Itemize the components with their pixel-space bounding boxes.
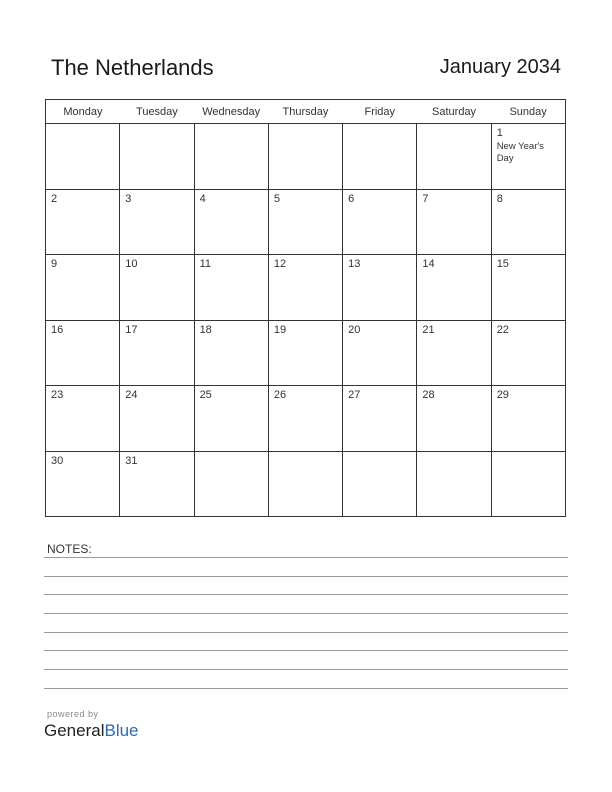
day-number: 24	[125, 389, 138, 401]
holiday-label	[120, 270, 193, 272]
holiday-label	[492, 205, 565, 207]
day-cell[interactable]	[491, 451, 565, 517]
day-cell[interactable]	[343, 320, 417, 386]
note-line	[44, 669, 568, 670]
day-number: 13	[348, 258, 361, 270]
holiday-label	[120, 467, 193, 469]
day-cell[interactable]	[417, 189, 491, 255]
holiday-label	[343, 270, 416, 272]
day-cell[interactable]	[46, 451, 120, 517]
day-number: 19	[273, 323, 287, 336]
holiday-label	[195, 455, 268, 457]
day-cell[interactable]	[268, 386, 342, 452]
country-title: The Netherlands	[51, 55, 214, 80]
day-cell[interactable]	[417, 124, 491, 190]
day-cell[interactable]	[120, 124, 194, 190]
day-cell[interactable]	[120, 255, 194, 321]
weekday-header: Saturday	[417, 100, 491, 124]
weekday-header-row	[46, 100, 566, 124]
day-cell[interactable]	[268, 451, 342, 517]
holiday-label	[269, 401, 342, 403]
holiday-label	[46, 127, 119, 129]
day-cell[interactable]	[491, 189, 565, 255]
holiday-label	[417, 205, 490, 207]
holiday-label	[195, 401, 268, 403]
holiday-label	[492, 336, 565, 338]
holiday-label	[417, 270, 490, 272]
note-line	[44, 576, 568, 577]
holiday-label	[46, 336, 119, 338]
day-number: 11	[199, 258, 211, 270]
day-cell[interactable]	[120, 320, 194, 386]
day-cell[interactable]	[268, 320, 342, 386]
weekday-header: Sunday	[491, 100, 565, 124]
holiday-label	[269, 205, 342, 207]
day-number: 23	[51, 389, 64, 401]
day-number: 18	[199, 323, 212, 336]
day-cell[interactable]	[343, 124, 417, 190]
day-number: 12	[273, 258, 287, 270]
day-cell[interactable]	[46, 255, 120, 321]
day-cell[interactable]	[194, 189, 268, 255]
weekday-header: Tuesday	[120, 100, 194, 124]
note-line	[44, 650, 568, 651]
notes-label: NOTES:	[47, 542, 92, 556]
day-cell[interactable]	[268, 189, 342, 255]
holiday-label	[120, 336, 193, 338]
holiday-label	[195, 127, 268, 129]
day-number: 9	[51, 258, 58, 270]
day-cell[interactable]	[417, 386, 491, 452]
holiday-label	[195, 270, 268, 272]
day-cell[interactable]	[46, 189, 120, 255]
holiday-label: New Year's Day	[496, 141, 544, 164]
day-cell[interactable]	[417, 320, 491, 386]
holiday-label	[417, 455, 490, 457]
day-cell[interactable]	[268, 255, 342, 321]
holiday-label	[343, 455, 416, 457]
day-number: 5	[273, 192, 280, 205]
day-number: 8	[496, 192, 503, 205]
day-cell[interactable]	[491, 255, 565, 321]
day-number: 1	[496, 127, 503, 139]
week-row	[46, 386, 566, 452]
day-number: 4	[199, 192, 206, 205]
day-cell[interactable]	[343, 189, 417, 255]
day-cell[interactable]	[343, 451, 417, 517]
day-cell[interactable]	[343, 386, 417, 452]
holiday-label	[120, 205, 193, 207]
note-line	[44, 632, 568, 633]
holiday-label	[417, 127, 490, 129]
day-number: 14	[422, 258, 435, 270]
day-cell[interactable]	[194, 386, 268, 452]
holiday-label	[343, 205, 416, 207]
holiday-label	[269, 455, 342, 457]
holiday-label	[492, 401, 565, 403]
holiday-label	[46, 270, 119, 272]
day-cell[interactable]	[491, 124, 565, 190]
day-number: 21	[422, 323, 435, 336]
note-line	[44, 688, 568, 689]
week-row	[46, 189, 566, 255]
weekday-header: Friday	[343, 100, 417, 124]
day-number: 17	[125, 323, 138, 336]
note-line	[44, 594, 568, 595]
day-number: 31	[125, 454, 138, 467]
week-row	[46, 124, 566, 190]
holiday-label	[46, 401, 119, 403]
brand-part-general: General	[44, 721, 105, 740]
day-cell[interactable]	[491, 386, 565, 452]
powered-by-text: powered by	[47, 709, 99, 719]
day-number: 27	[348, 389, 361, 401]
day-cell[interactable]	[46, 386, 120, 452]
day-number: 6	[348, 192, 355, 205]
day-cell[interactable]	[120, 386, 194, 452]
weekday-header: Wednesday	[194, 100, 268, 124]
day-cell[interactable]	[268, 124, 342, 190]
holiday-label	[343, 401, 416, 403]
holiday-label	[343, 127, 416, 129]
holiday-label	[120, 127, 193, 129]
weekday-header: Monday	[46, 100, 120, 124]
holiday-label	[492, 455, 565, 457]
day-number: 29	[496, 389, 509, 401]
week-row	[46, 255, 566, 321]
day-cell[interactable]	[194, 320, 268, 386]
brand-part-blue: Blue	[104, 721, 139, 740]
day-number: 22	[496, 323, 509, 336]
holiday-label	[269, 127, 342, 129]
calendar-grid	[45, 99, 566, 517]
month-year-title: January 2034	[439, 56, 561, 78]
day-cell[interactable]	[417, 255, 491, 321]
holiday-label	[120, 401, 193, 403]
day-number: 28	[422, 389, 435, 401]
holiday-label	[269, 336, 342, 338]
note-line	[44, 557, 568, 558]
day-number: 26	[273, 389, 287, 401]
day-number: 15	[496, 258, 509, 270]
week-row	[46, 451, 566, 517]
day-number: 30	[51, 454, 64, 467]
day-cell[interactable]	[120, 451, 194, 517]
day-cell[interactable]	[491, 320, 565, 386]
holiday-label	[343, 336, 416, 338]
holiday-label	[417, 336, 490, 338]
holiday-label	[46, 467, 119, 469]
day-number: 25	[199, 389, 212, 401]
day-number: 3	[125, 192, 132, 205]
note-line	[44, 613, 568, 614]
day-cell[interactable]	[194, 255, 268, 321]
day-cell[interactable]	[46, 124, 120, 190]
weekday-header: Thursday	[268, 100, 342, 124]
day-cell[interactable]	[194, 124, 268, 190]
day-cell[interactable]	[343, 255, 417, 321]
week-row	[46, 320, 566, 386]
day-number: 7	[422, 192, 429, 205]
day-cell[interactable]	[120, 189, 194, 255]
day-cell[interactable]	[417, 451, 491, 517]
day-cell[interactable]	[194, 451, 268, 517]
day-number: 2	[51, 192, 58, 205]
brand-logo[interactable]	[44, 721, 139, 741]
holiday-label	[46, 205, 119, 207]
day-number: 20	[348, 323, 361, 336]
holiday-label	[195, 336, 268, 338]
holiday-label	[492, 270, 565, 272]
holiday-label	[269, 270, 342, 272]
holiday-label	[195, 205, 268, 207]
day-number: 10	[125, 258, 138, 270]
holiday-label	[417, 401, 490, 403]
day-cell[interactable]	[46, 320, 120, 386]
day-number: 16	[51, 323, 64, 336]
